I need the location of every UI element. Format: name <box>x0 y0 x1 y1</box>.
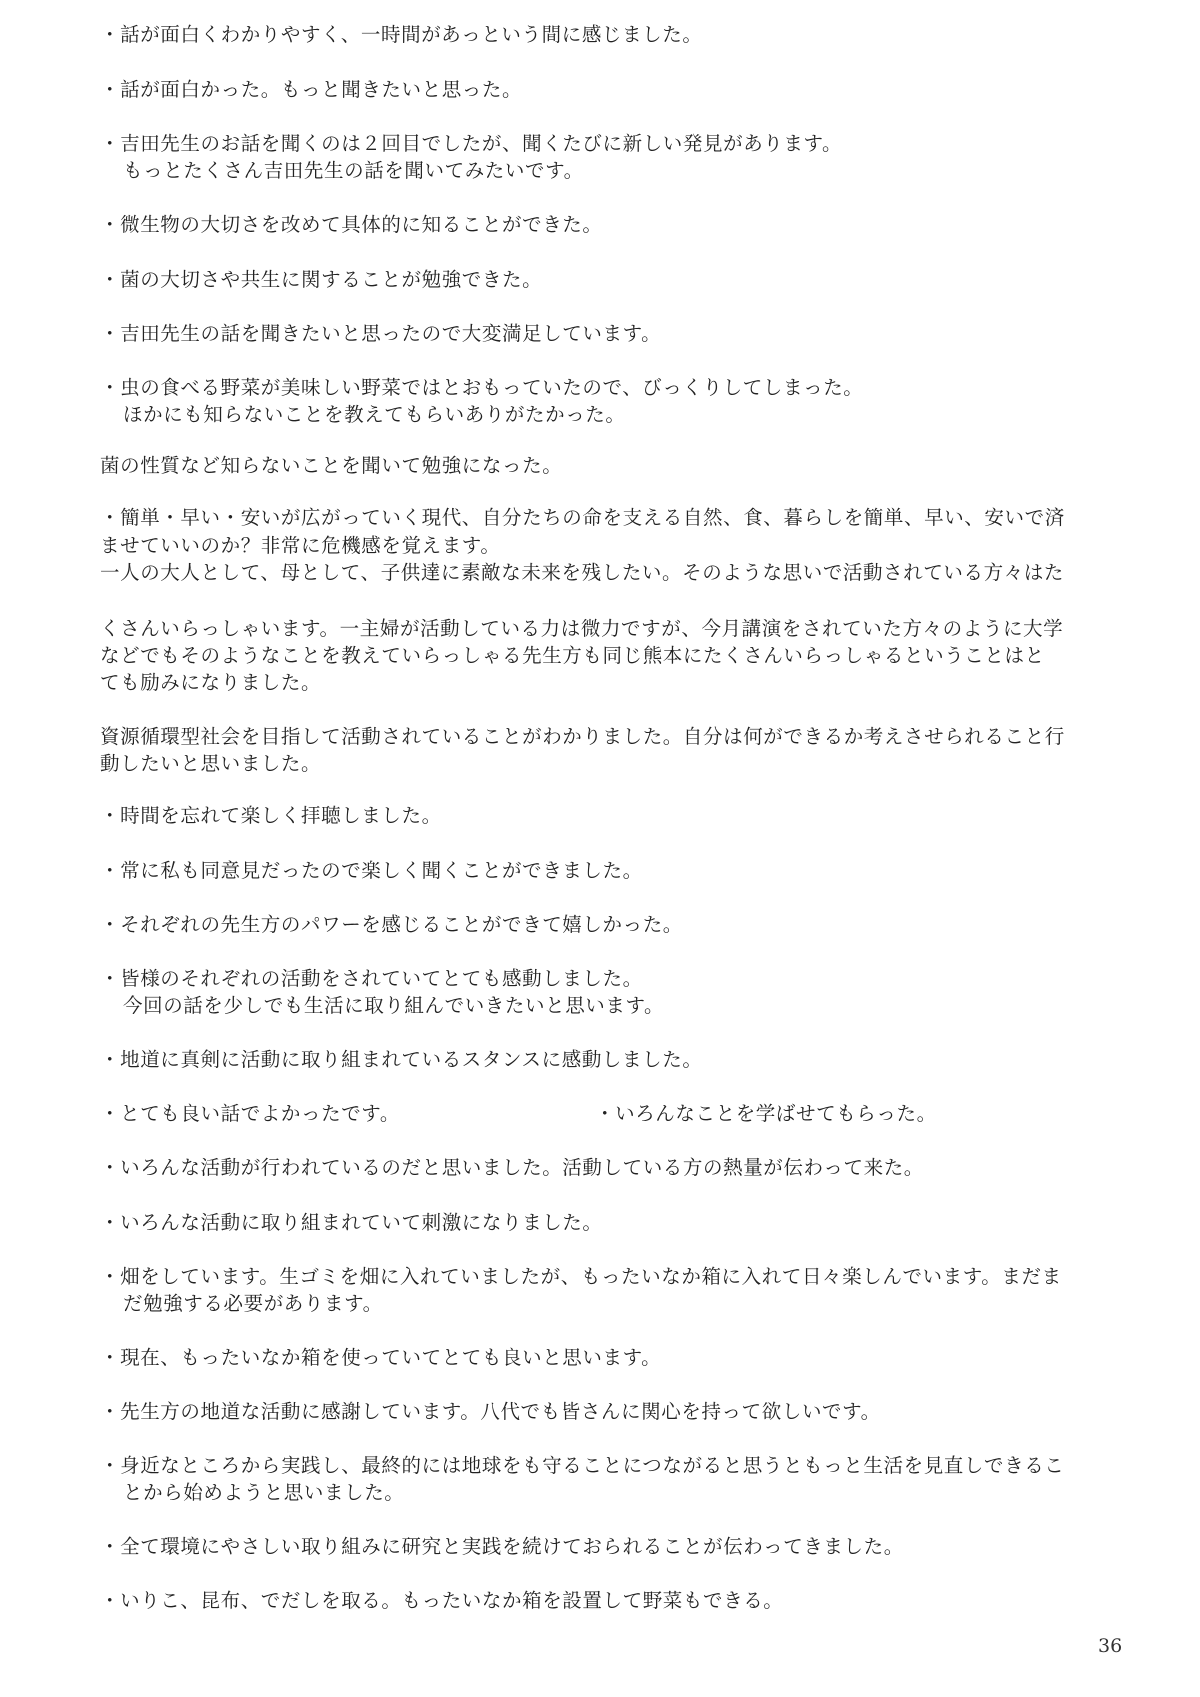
comment-line: ・話が面白かった。もっと聞きたいと思った。 <box>100 78 523 101</box>
comment-line: ても励みになりました。 <box>100 671 322 694</box>
comment-line: ・微生物の大切さを改めて具体的に知ることができた。 <box>100 213 603 236</box>
comment-line: ませていいのか？非常に危機感を覚えます。 <box>100 534 501 557</box>
comment-line: ・話が面白くわかりやすく、一時間があっという間に感じました。 <box>100 23 703 46</box>
comment-line: ・皆様のそれぞれの活動をされていてとても感動しました。 <box>100 967 643 990</box>
comment-line: ・それぞれの先生方のパワーを感じることができて嬉しかった。 <box>100 913 683 936</box>
comment-line: ・先生方の地道な活動に感謝しています。八代でも皆さんに関心を持って欲しいです。 <box>100 1400 881 1423</box>
comment-line: ・菌の大切さや共生に関することが勉強できた。 <box>100 268 543 291</box>
comment-line: ほかにも知らないことを教えてもらいありがたかった。 <box>123 403 626 426</box>
comment-line: くさんいらっしゃいます。一主婦が活動している力は微力ですが、今月講演をされていた方々のように大学 <box>100 617 1064 640</box>
comment-line: ・虫の食べる野菜が美味しい野菜ではとおもっていたので、びっくりしてしまった。 <box>100 376 864 399</box>
comment-line: ・吉田先生の話を聞きたいと思ったので大変満足しています。 <box>100 322 662 345</box>
comment-line: ・いろんなことを学ばせてもらった。 <box>595 1102 937 1125</box>
comment-line: だ勉強する必要があります。 <box>123 1292 383 1315</box>
comment-line: 今回の話を少しでも生活に取り組んでいきたいと思います。 <box>123 994 665 1017</box>
comment-line: などでもそのようなことを教えていらっしゃる先生方も同じ熊本にたくさんいらっしゃるということはと <box>100 644 1045 667</box>
comment-line: ・簡単・早い・安いが広がっていく現代、自分たちの命を支える自然、食、暮らしを簡単、早い、安いで済 <box>100 506 1065 529</box>
comment-line: ・吉田先生のお話を聞くのは２回目でしたが、聞くたびに新しい発見があります。 <box>100 132 843 155</box>
comment-line: ・常に私も同意見だったので楽しく聞くことができました。 <box>100 859 643 882</box>
comment-line: ・時間を忘れて楽しく拝聴しました。 <box>100 804 442 827</box>
comment-line: とから始めようと思いました。 <box>123 1481 405 1504</box>
comment-line: 資源循環型社会を目指して活動されていることがわかりました。自分は何ができるか考えさせられること行 <box>100 725 1065 748</box>
comment-line: ・とても良い話でよかったです。 <box>100 1102 400 1125</box>
comment-line: もっとたくさん吉田先生の話を聞いてみたいです。 <box>123 159 584 182</box>
comment-line: ・いりこ、昆布、でだしを取る。もったいなか箱を設置して野菜もできる。 <box>100 1589 784 1612</box>
comment-line: 動したいと思いました。 <box>100 752 322 775</box>
page-number: 36 <box>1098 1635 1123 1657</box>
comment-line: ・身近なところから実践し、最終的には地球をも守ることにつながると思うともっと生活を見直しできるこ <box>100 1454 1065 1477</box>
comment-line: 一人の大人として、母として、子供達に素敵な未来を残したい。そのような思いで活動されている方々はた <box>100 561 1065 584</box>
comment-line: ・いろんな活動が行われているのだと思いました。活動している方の熱量が伝わって来た。 <box>100 1156 924 1179</box>
comment-line: ・いろんな活動に取り組まれていて刺激になりました。 <box>100 1211 603 1234</box>
comment-line: 菌の性質など知らないことを聞いて勉強になった。 <box>100 454 563 477</box>
comment-line: ・全て環境にやさしい取り組みに研究と実践を続けておられることが伝わってきました。 <box>100 1535 904 1558</box>
comment-line: ・現在、もったいなか箱を使っていてとても良いと思います。 <box>100 1346 662 1369</box>
comment-line: ・畑をしています。生ゴミを畑に入れていましたが、もったいなか箱に入れて日々楽しんでいます。まだま <box>100 1265 1062 1288</box>
comment-line: ・地道に真剣に活動に取り組まれているスタンスに感動しました。 <box>100 1048 703 1071</box>
